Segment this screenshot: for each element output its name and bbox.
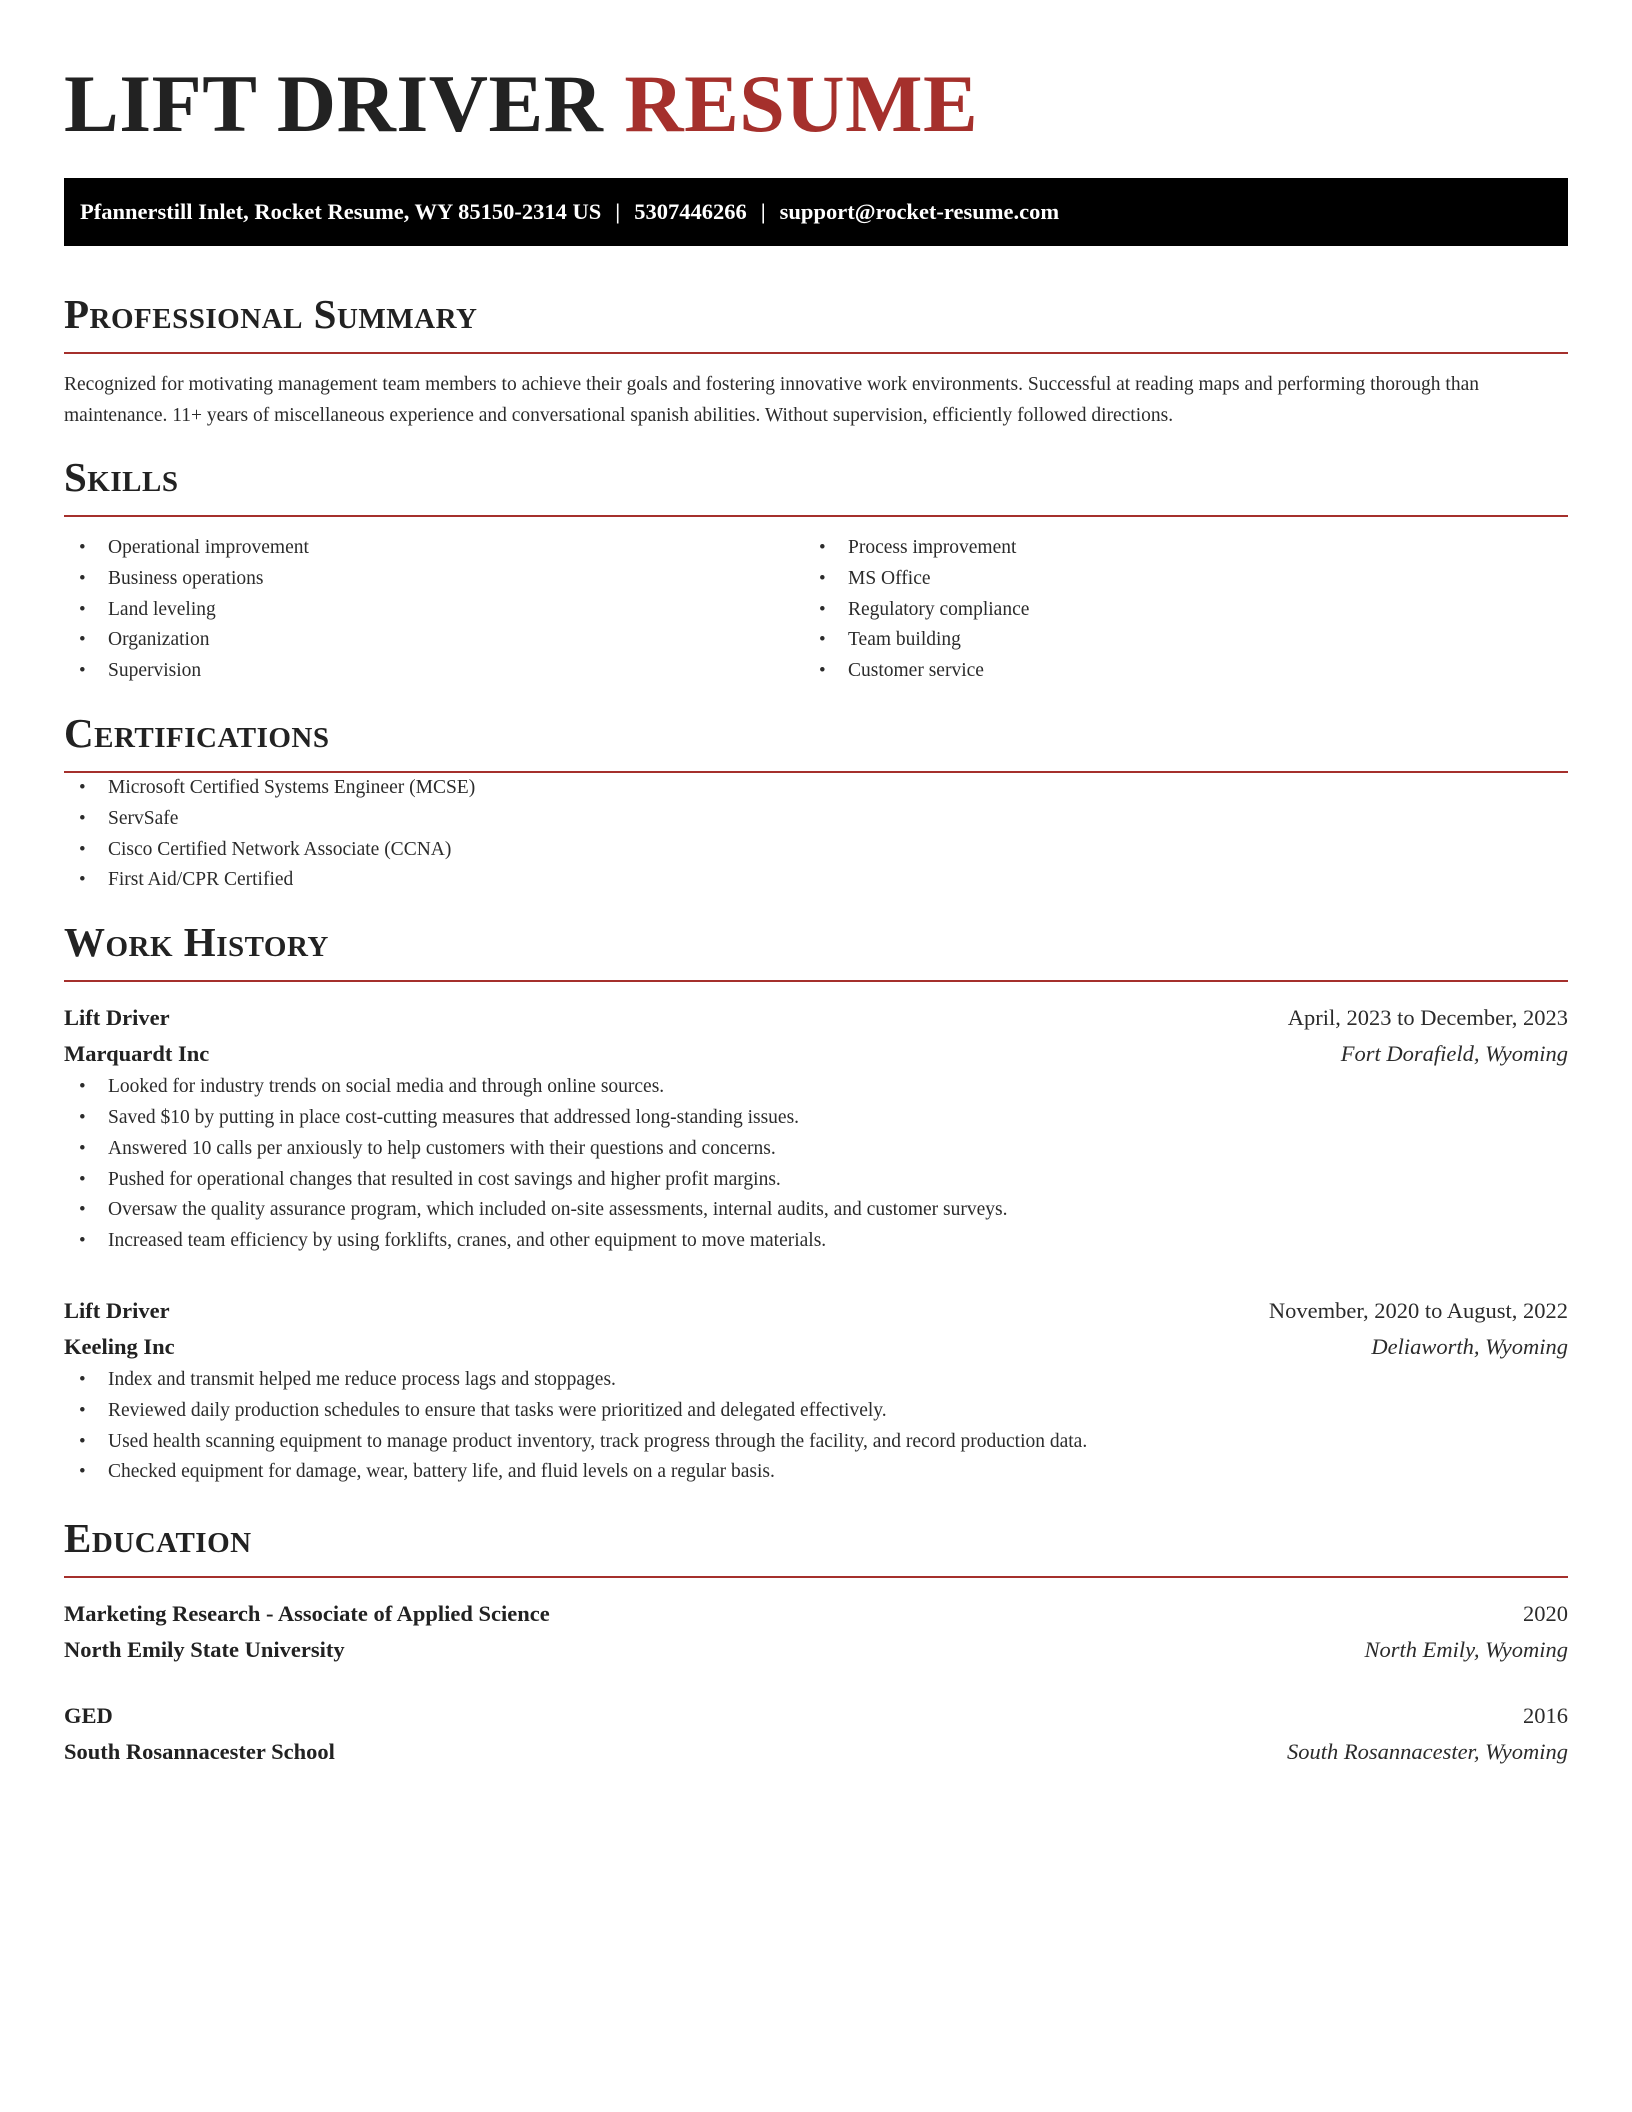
skill-item: • Supervision <box>64 656 804 687</box>
section-divider <box>64 1576 1568 1578</box>
section-divider <box>64 515 1568 517</box>
education-year: 2016 <box>1523 1703 1568 1729</box>
job-entry <box>64 1293 1568 1488</box>
education-degree: Marketing Research - Associate of Applied Science <box>64 1601 550 1627</box>
contact-separator: | <box>615 199 621 224</box>
skill-item: • Organization <box>64 625 804 656</box>
job-company: Keeling Inc <box>64 1333 175 1359</box>
contact-phone: 5307446266 <box>634 199 747 224</box>
job-duty: • Saved $10 by putting in place cost-cutting measures that addressed long-standing issues. <box>64 1103 1568 1134</box>
education-school-row <box>64 1734 1568 1770</box>
skill-item: • Regulatory compliance <box>804 595 1544 626</box>
job-dates: November, 2020 to August, 2022 <box>1268 1297 1568 1323</box>
education-school-row <box>64 1632 1568 1668</box>
skills-grid <box>64 533 1568 687</box>
education-location: South Rosannacester, Wyoming <box>1286 1739 1568 1765</box>
job-company-row <box>64 1036 1568 1072</box>
work-history-heading: Work History <box>64 919 329 966</box>
certifications-section <box>64 709 1568 896</box>
contact-address: Pfannerstill Inlet, Rocket Resume, WY 85150-2314 US <box>80 199 602 224</box>
job-entry <box>64 1000 1568 1257</box>
skills-list-right <box>804 533 1544 687</box>
education-school: South Rosannacester School <box>64 1739 335 1765</box>
job-header-row <box>64 1293 1568 1329</box>
job-duty: • Pushed for operational changes that resulted in cost savings and higher profit margins. <box>64 1165 1568 1196</box>
education-entry <box>64 1698 1568 1770</box>
education-entry <box>64 1596 1568 1668</box>
education-heading: Education <box>64 1515 252 1562</box>
skill-item: • Land leveling <box>64 595 804 626</box>
job-duty: • Answered 10 calls per anxiously to help customers with their questions and concerns. <box>64 1134 1568 1165</box>
skills-list-left <box>64 533 804 687</box>
education-school: North Emily State University <box>64 1637 345 1663</box>
skill-item: • Customer service <box>804 656 1544 687</box>
job-company: Marquardt Inc <box>64 1041 210 1067</box>
education-degree-row <box>64 1698 1568 1734</box>
education-degree: GED <box>64 1703 113 1729</box>
job-dates: April, 2023 to December, 2023 <box>1287 1005 1568 1031</box>
contact-bar <box>64 178 1568 246</box>
job-duty: • Index and transmit helped me reduce process lags and stoppages. <box>64 1365 1568 1396</box>
section-divider <box>64 980 1568 982</box>
title-accent: RESUME <box>624 58 979 149</box>
skill-item: • Business operations <box>64 564 804 595</box>
job-duty: • Checked equipment for damage, wear, battery life, and fluid levels on a regular basis. <box>64 1457 1568 1488</box>
job-duty: • Reviewed daily production schedules to ensure that tasks were prioritized and delegated effectively. <box>64 1396 1568 1427</box>
certification-item: • Microsoft Certified Systems Engineer (MCSE) <box>64 773 1568 804</box>
job-duties-list <box>64 1072 1568 1257</box>
education-year: 2020 <box>1523 1601 1568 1627</box>
job-title: Lift Driver <box>64 1297 170 1323</box>
summary-heading: Professional Summary <box>64 291 478 337</box>
skills-section <box>64 453 1568 687</box>
title-main: LIFT DRIVER <box>64 58 604 149</box>
contact-email: support@rocket-resume.com <box>779 199 1060 224</box>
job-duty: • Oversaw the quality assurance program, which included on-site assessments, internal audits, and customer surveys. <box>64 1195 1568 1226</box>
job-location: Deliaworth, Wyoming <box>1371 1333 1568 1359</box>
job-duties-list <box>64 1365 1568 1488</box>
job-company-row <box>64 1329 1568 1365</box>
job-location: Fort Dorafield, Wyoming <box>1340 1041 1568 1067</box>
summary-section <box>64 290 1568 431</box>
certification-item: • ServSafe <box>64 804 1568 835</box>
skill-item: • Team building <box>804 625 1544 656</box>
certification-item: • Cisco Certified Network Associate (CCNA) <box>64 835 1568 866</box>
skill-item: • Operational improvement <box>64 533 804 564</box>
education-section <box>64 1514 1568 1770</box>
resume-title <box>64 0 1568 152</box>
skill-item: • Process improvement <box>804 533 1544 564</box>
job-duty: • Increased team efficiency by using forklifts, cranes, and other equipment to move materials. <box>64 1226 1568 1257</box>
work-history-section <box>64 918 1568 1488</box>
certification-item: • First Aid/CPR Certified <box>64 865 1568 896</box>
skill-item: • MS Office <box>804 564 1544 595</box>
contact-separator: | <box>760 199 766 224</box>
job-duty: • Used health scanning equipment to manage product inventory, track progress through the facility, and record production data. <box>64 1427 1568 1458</box>
job-title: Lift Driver <box>64 1005 170 1031</box>
certifications-list <box>64 773 1568 896</box>
job-header-row <box>64 1000 1568 1036</box>
skills-heading: Skills <box>64 454 179 500</box>
summary-text: Recognized for motivating management team members to achieve their goals and fostering innovative work environments. Successful at reading maps and performing thorough than maintenance. 11+ years of miscellaneous experience and conversational spanish abilities. Without supervision, efficiently followed directions. <box>64 374 1479 426</box>
certifications-heading: Certifications <box>64 709 330 756</box>
education-degree-row <box>64 1596 1568 1632</box>
section-divider <box>64 352 1568 354</box>
job-duty: • Looked for industry trends on social media and through online sources. <box>64 1072 1568 1103</box>
education-location: North Emily, Wyoming <box>1364 1637 1568 1663</box>
